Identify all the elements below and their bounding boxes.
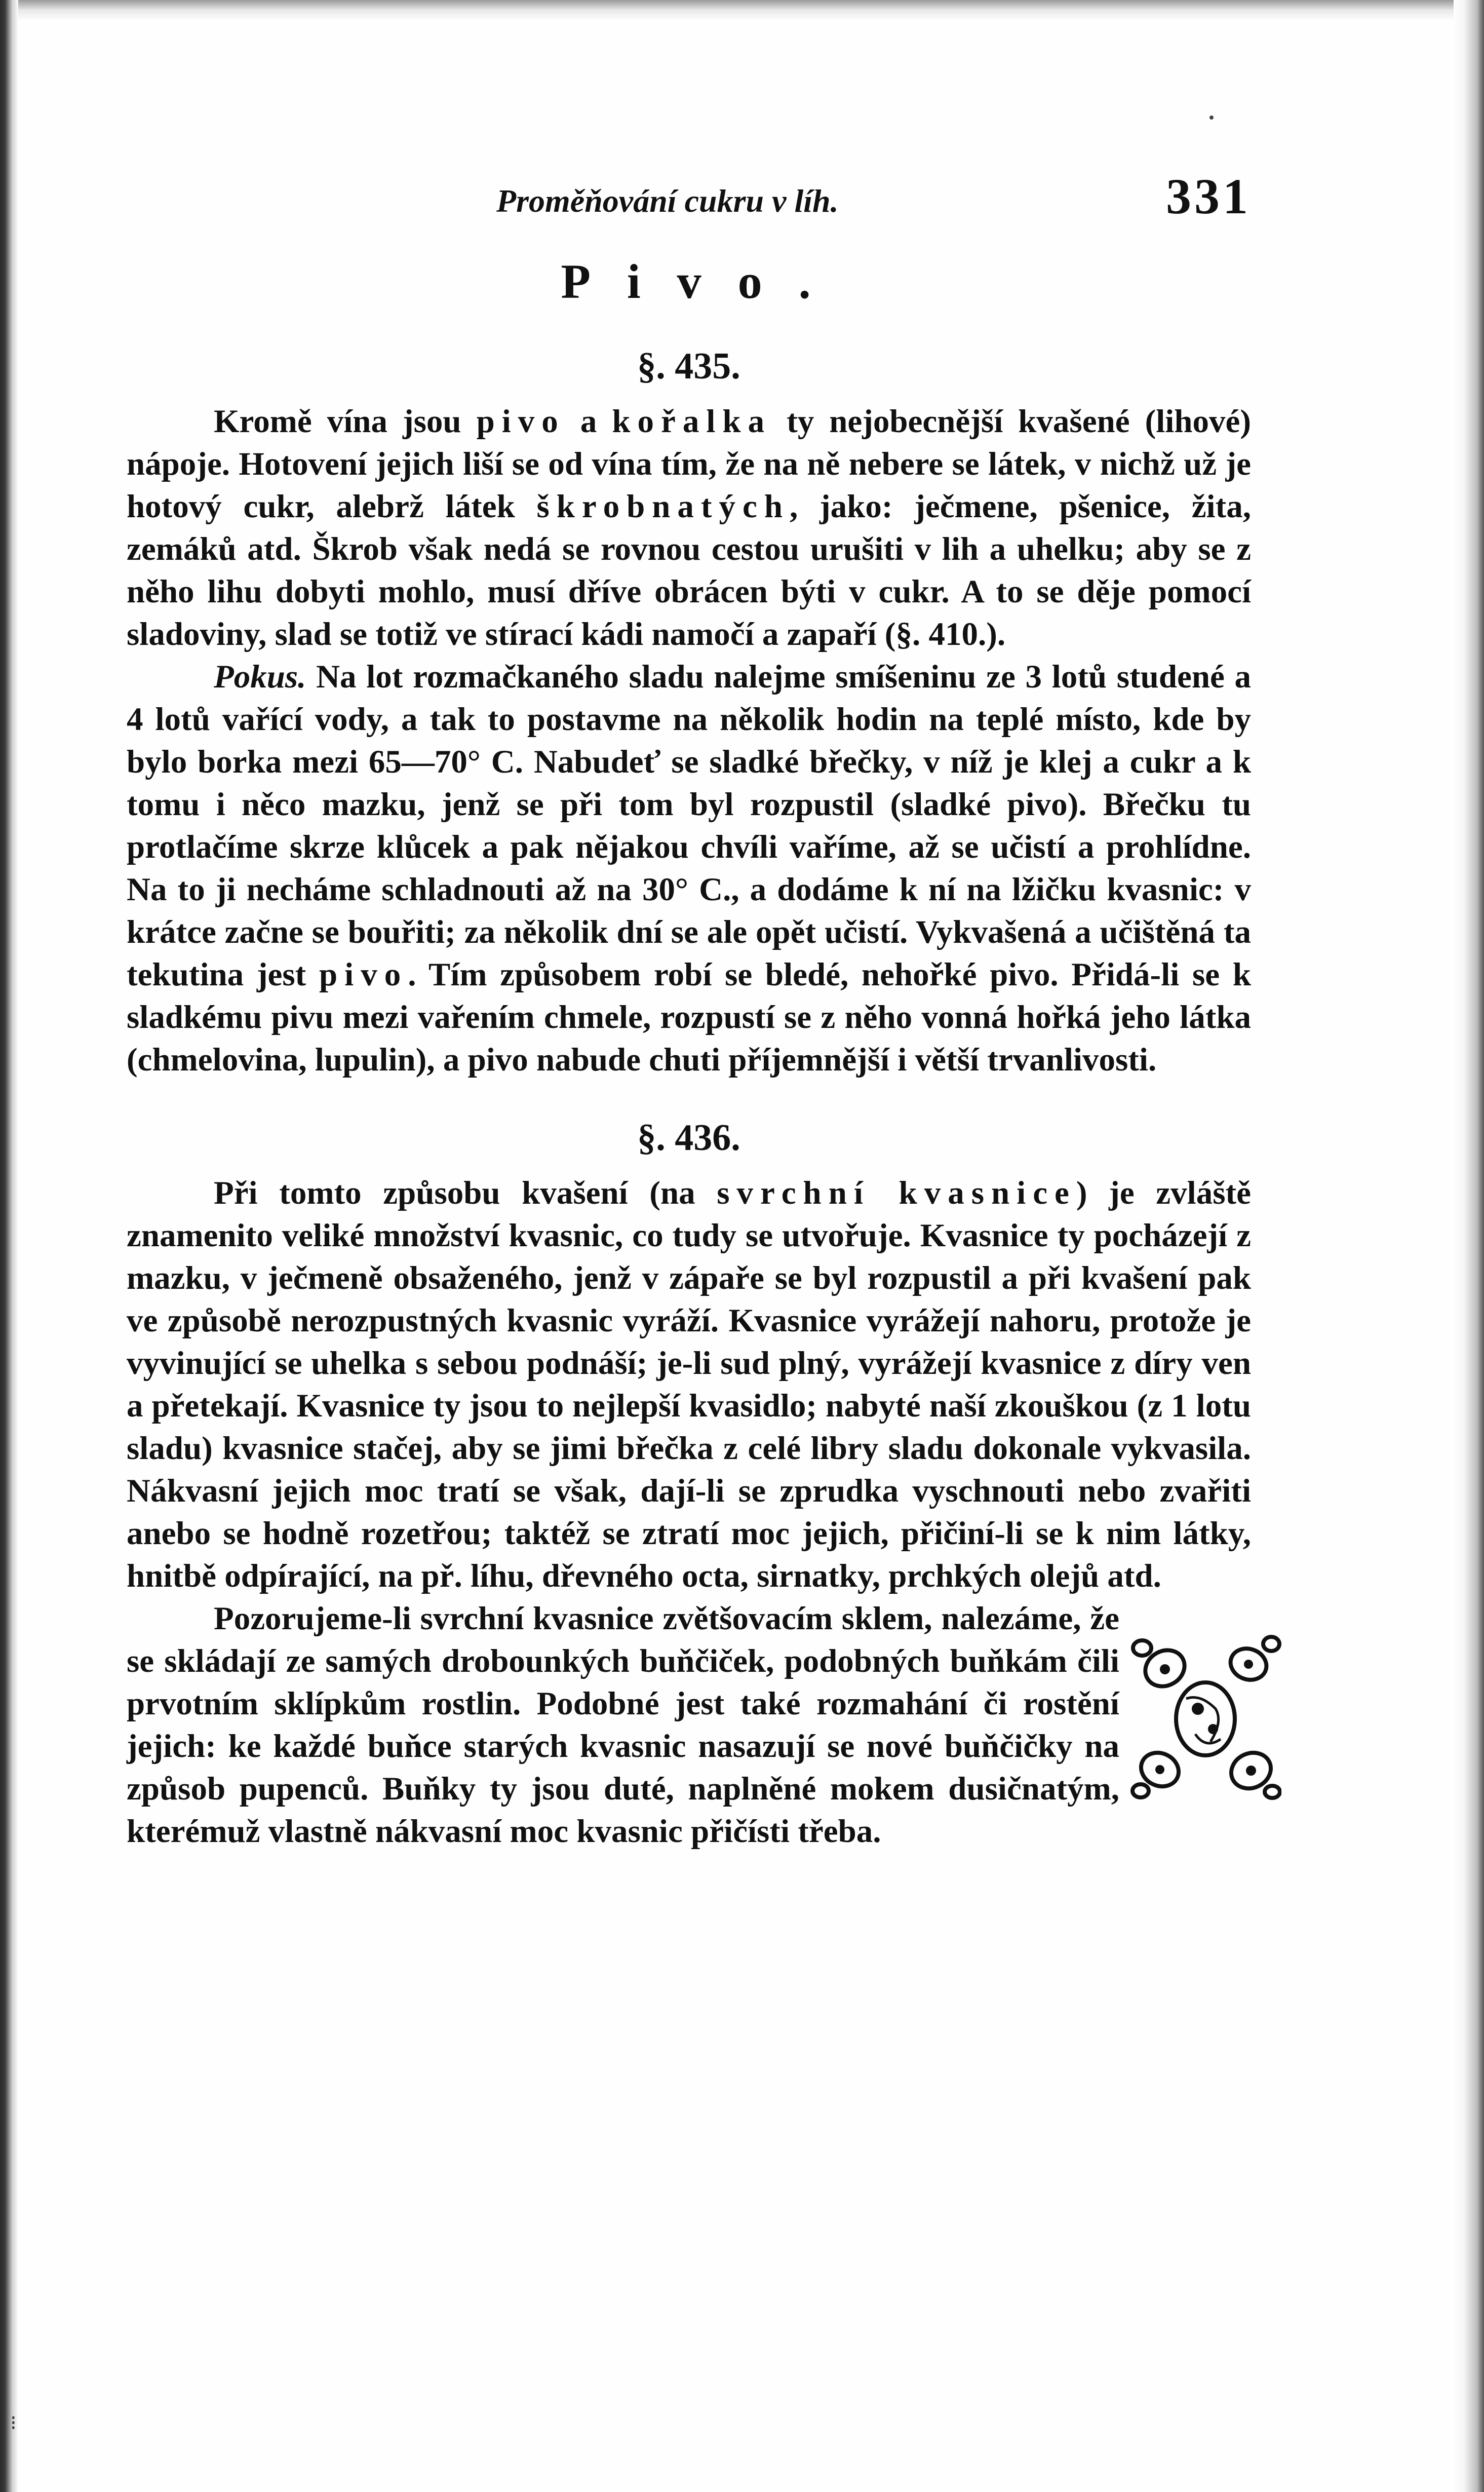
page-number: 331 [1166, 168, 1251, 224]
scan-top-edge [0, 0, 1484, 20]
running-title: Proměňování cukru v líh. [496, 183, 839, 219]
text-run: Při tomto způsobu kvašení (na [214, 1175, 717, 1211]
paragraph-435-2 [127, 656, 1251, 1081]
yeast-cell-illustration-icon [1129, 1633, 1281, 1800]
chapter-heading: Pivo. [561, 254, 847, 309]
running-head [127, 167, 1251, 223]
book-page [127, 167, 1251, 1853]
section-number-435: §. 435. [637, 346, 740, 387]
text-run: . Tím způsobem robí se bledé, nehořké pivo. Přidá-li se k sladkému pivu mezi vařením chmele, rozpustí se z něho vonná hořká jeho látka (chmelovina, lupulin), a pivo nabude chuti příjemnější i větší trvanlivosti. [127, 956, 1251, 1078]
text-run: ) je zvláště znamenito veliké množství kvasnic, co tudy se utvořuje. Kvasnice ty pocházejí z mazku, v ječmeně obsaženého, jenž v zápaře se byl rozpustil a při kvašení pak ve způsobě nerozpustných kvasnic vyráží. Kvasnice vyrážejí nahoru, protože je vyvinující se uhelka s sebou podnáší; je-li sud plný, vyrážejí kvasnice z díry ven a přetekají. Kvasnice ty jsou to nejlepší kvasidlo; nabyté naší zkouškou (z 1 lotu sladu) kvasnice stačej, aby se jimi břečka z celé libry sladu dokonale vykvasila. Nákvasní jejich moc tratí se však, dají-li se zprudka vyschnouti nebo zvařiti anebo se hodně rozetřou; taktéž se ztratí moc jejich, přičiní-li se k nim látky, hnitbě odpírající, na př. líhu, dřevného octa, sirnatky, prchkých olejů atd. [127, 1175, 1251, 1594]
text-run: , jako: ječmene, pšenice, žita, zemáků atd. Škrob však nedá se rovnou cestou urušiti v lih a uhelku; aby se z něho lihu dobyti mohlo, musí dříve obrácen býti v cukr. A to se děje pomocí sladoviny, slad se totiž ve stírací kádi namočí a zapaří (§. 410.). [127, 488, 1252, 653]
figure-paragraph-wrap [127, 1597, 1251, 1853]
text-run: Kromě vína jsou [214, 403, 477, 440]
text-run: Na lot rozmačkaného sladu nalejme smíšeninu ze 3 lotů studené a 4 lotů vařící vody, a tak to postavme na několik hodin na teplé místo, kde by bylo borka mezi 65—70° C. Nabudeť se sladké břečky, v níž je klej a cukr a k tomu i něco mazku, jenž se při tom byl rozpustil (sladké pivo). Břečku tu protlačíme skrze klůcek a pak nějakou chvíli vaříme, až se učistí a prohlídne. Na to ji necháme schladnouti až na 30° C., a dodáme k ní na lžičku kvasnic: v krátce začne se bouřiti; za několik dní se ale opět učistí. Vykvašená a učištěná ta tekutina jest [127, 659, 1251, 993]
spaced-term-skrobnatych: škrobnatých [536, 488, 790, 525]
paragraph-436-1 [127, 1172, 1251, 1597]
scan-margin-mark: ⁝ [10, 2411, 17, 2435]
spaced-term-pivo: pivo [319, 956, 408, 993]
section-number-436: §. 436. [637, 1117, 740, 1159]
spaced-term-pivo: pivo [476, 403, 565, 440]
paragraph-436-2: Pozorujeme-li svrchní kvasnice zvětšovacím sklem, nalezáme, že se skládají ze samých drobounkých buňčiček, podobných buňkám čili prvotním sklípkům rostlin. Podobné jest také rozmahání či rostění jejich: ke každé buňce starých kvasnic nasazují se nové buňčičky na způsob pupenců. Buňky ty jsou duté, naplněné mokem dusičnatým, kterémuž vlastně nákvasní moc kvasnic přičísti třeba. [127, 1597, 1251, 1853]
spaced-term-svrchni-kvasnice: svrchní kvasnice [717, 1175, 1076, 1211]
spaced-term-koralka: kořalka [612, 403, 772, 440]
scan-right-edge [1454, 0, 1484, 2492]
scan-speck [1209, 116, 1214, 120]
text-run: ty nejobecnější kvašené (lihové) nápoje. Hotovení jejich liší se od vína tím, že na ně nebere se látek, v nichž už je hotový cukr, alebrž látek [127, 403, 1252, 525]
scan-left-edge [0, 0, 18, 2492]
experiment-label: Pokus. [214, 659, 306, 695]
text-run: a [565, 403, 612, 440]
paragraph-435-1 [127, 400, 1251, 656]
